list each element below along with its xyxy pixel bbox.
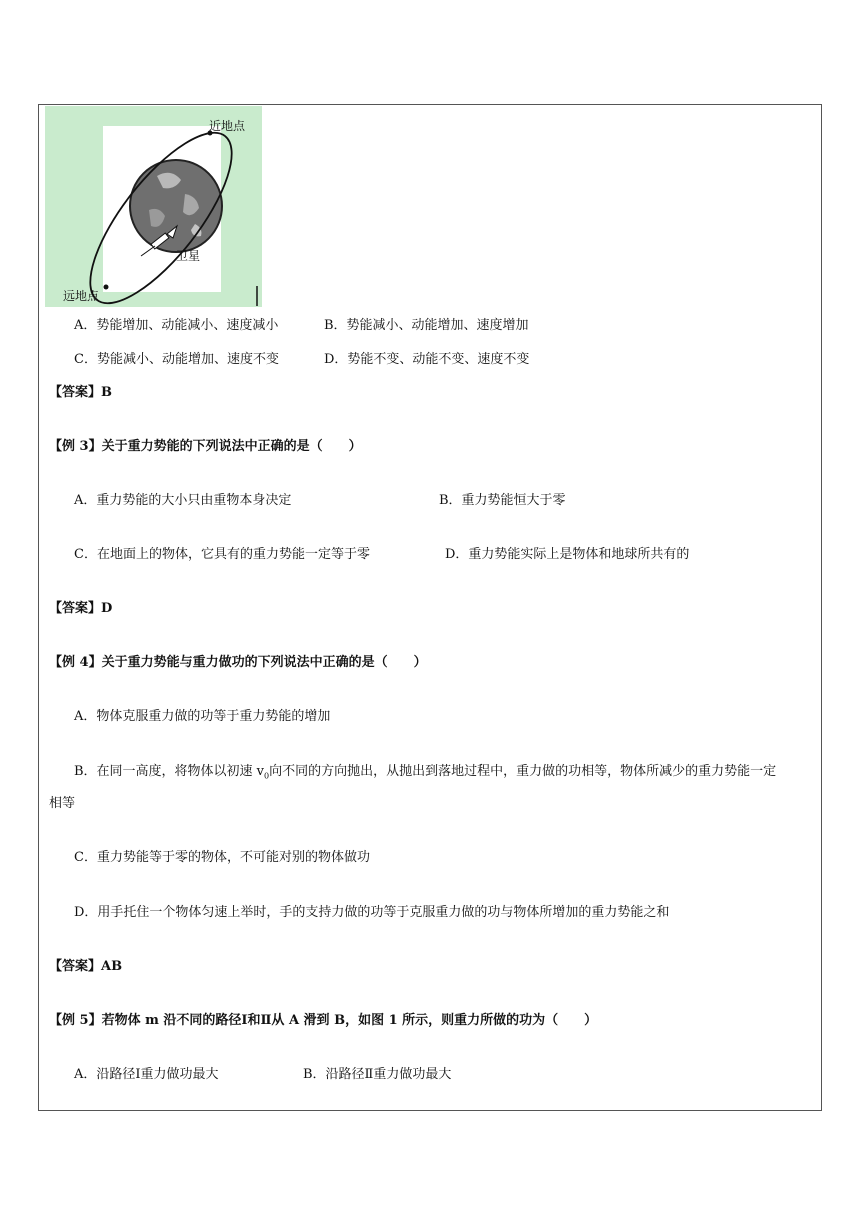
q3-stem: 【例 3】关于重力势能的下列说法中正确的是（ ）	[49, 439, 362, 454]
q5-option-b: B．沿路径Ⅱ重力做功最大	[303, 1067, 452, 1082]
orbit-diagram-icon	[45, 106, 262, 307]
perigee-label: 近地点	[209, 119, 246, 133]
q4-option-b-subscript: 0	[264, 771, 270, 781]
q5-stem: 【例 5】若物体 m 沿不同的路径Ⅰ和Ⅱ从 A 滑到 B，如图 1 所示，则重力所做的功为（ ）	[49, 1013, 598, 1028]
q2-option-a: A．势能增加、动能减小、速度减小	[74, 318, 279, 333]
q4-option-b-text: B．在同一高度，将物体以初速 v	[74, 764, 265, 779]
q2-option-b: B．势能减小、动能增加、速度增加	[324, 318, 529, 333]
apogee-label: 远地点	[63, 289, 100, 303]
q3-option-b: B．重力势能恒大于零	[439, 493, 566, 508]
q4-option-c: C．重力势能等于零的物体，不可能对别的物体做功	[74, 850, 370, 865]
q4-answer: 【答案】AB	[49, 959, 123, 974]
q2-answer: 【答案】B	[49, 385, 112, 400]
q4-option-d: D．用手托住一个物体匀速上举时，手的支持力做的功等于克服重力做的功与物体所增加的重力势能之和	[74, 905, 670, 920]
q3-option-d: D．重力势能实际上是物体和地球所共有的	[445, 547, 690, 562]
q3-option-c: C．在地面上的物体，它具有的重力势能一定等于零	[74, 547, 370, 562]
q4-option-b	[49, 758, 789, 817]
q3-answer: 【答案】D	[49, 601, 113, 616]
q4-option-b-text-rest: 向不同的方向抛出，从抛出到落地过程中，重力做的功相等，物体所减少的重力势能一定相等	[49, 764, 777, 811]
q2-option-c: C．势能减小、动能增加、速度不变	[74, 352, 279, 367]
q5-option-a: A．沿路径Ⅰ重力做功最大	[74, 1067, 219, 1082]
q4-option-a: A．物体克服重力做的功等于重力势能的增加	[74, 709, 331, 724]
q3-option-a: A．重力势能的大小只由重物本身决定	[74, 493, 292, 508]
q4-stem: 【例 4】关于重力势能与重力做功的下列说法中正确的是（ ）	[49, 655, 427, 670]
satellite-label: 卫星	[176, 249, 201, 263]
satellite-orbit-figure	[45, 106, 262, 307]
q2-option-d: D．势能不变、动能不变、速度不变	[324, 352, 530, 367]
